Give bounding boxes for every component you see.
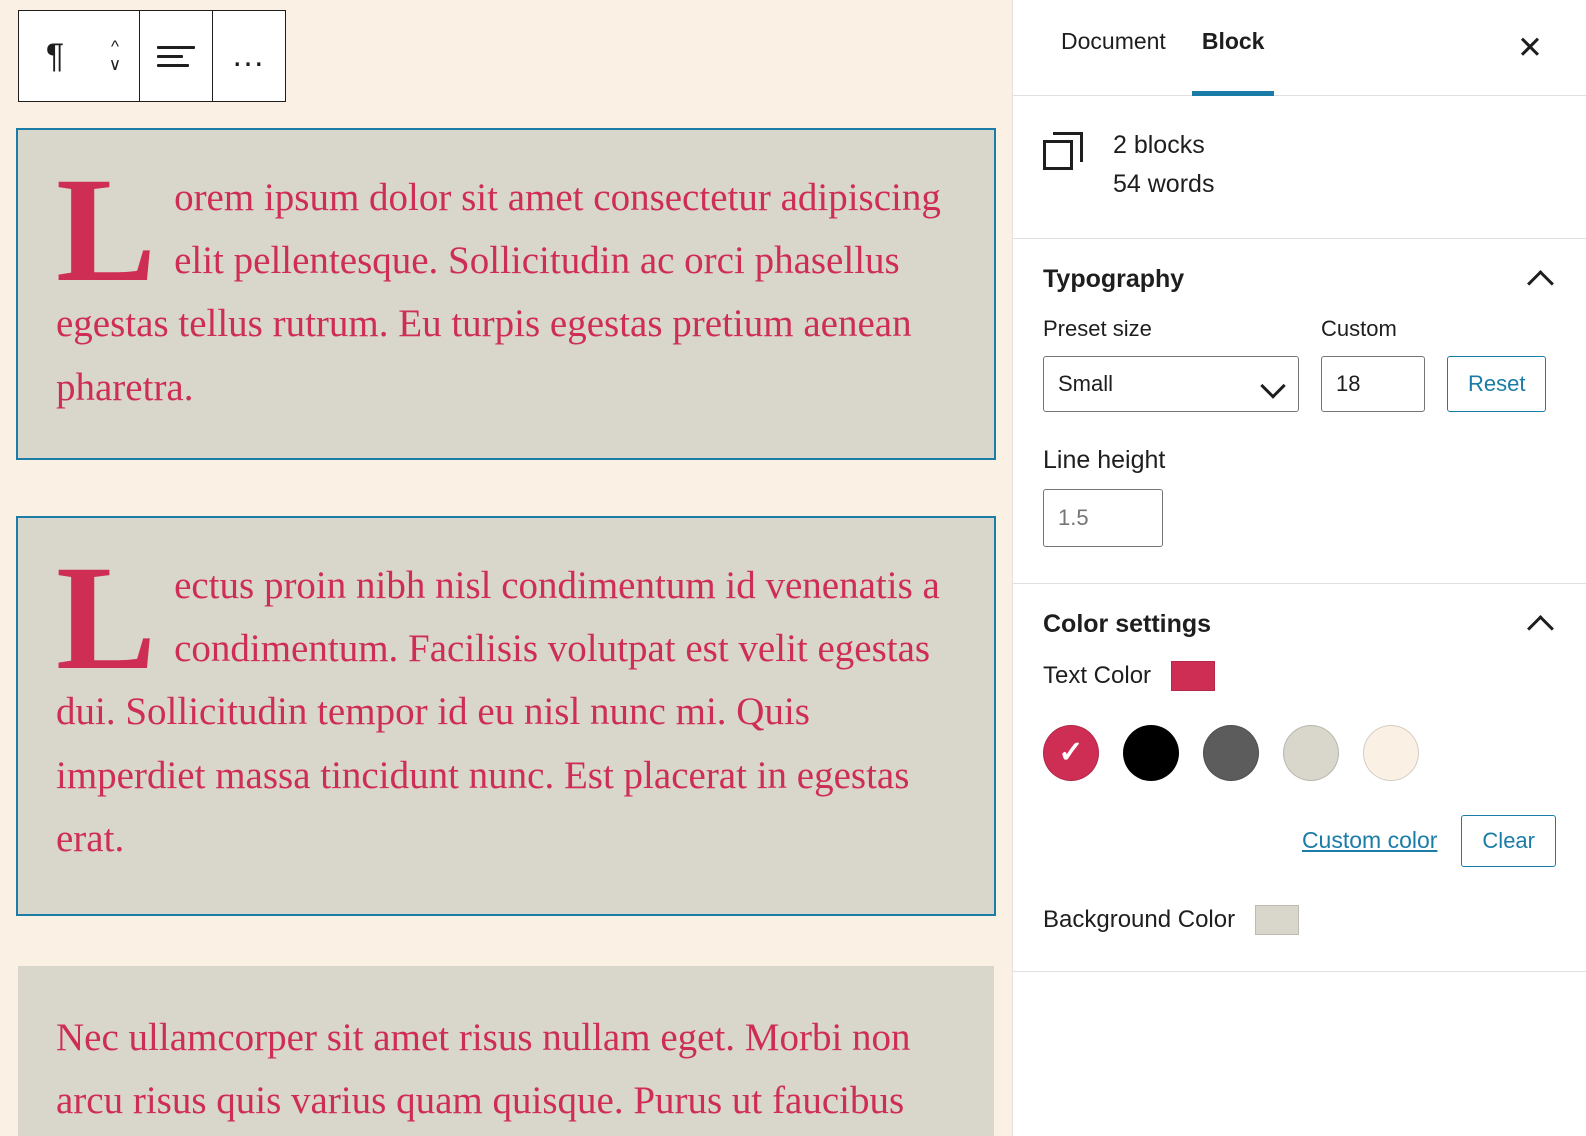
- background-color-label: Background Color: [1043, 905, 1236, 933]
- typography-title: Typography: [1043, 264, 1185, 293]
- chevron-down-icon: [1260, 373, 1285, 398]
- close-icon[interactable]: ✕: [1517, 30, 1543, 65]
- more-options-button[interactable]: [213, 11, 285, 101]
- reset-font-size-button[interactable]: Reset: [1447, 356, 1546, 412]
- sidebar-tabs: [1013, 0, 1586, 96]
- typography-panel: [1013, 239, 1586, 584]
- paragraph-text[interactable]: ectus proin nibh nisl condimentum id venenatis a condimentum. Facilisis volutpat est velit egestas dui. Sollicitudin tempor id eu nisl nunc mi. Quis imperdiet massa tincidunt nunc. Est placerat in egestas erat.: [56, 564, 940, 860]
- paragraph-text[interactable]: orem ipsum dolor sit amet consectetur adipiscing elit pellentesque. Sollicitudin ac orci phasellus egestas tellus rutrum. Eu turpis egestas pretium aenean pharetra.: [56, 176, 941, 409]
- color-swatch-cream[interactable]: [1363, 725, 1419, 781]
- custom-size-label: Custom: [1321, 315, 1397, 341]
- chevron-up-icon[interactable]: ^: [111, 37, 119, 57]
- custom-size-group: [1321, 316, 1425, 412]
- block-mover-buttons[interactable]: [91, 11, 139, 101]
- color-swatch-dark-gray[interactable]: [1203, 725, 1259, 781]
- color-swatch-warm-gray[interactable]: [1283, 725, 1339, 781]
- color-settings-panel-header[interactable]: [1043, 610, 1556, 639]
- drop-cap: L: [56, 147, 157, 313]
- custom-size-input[interactable]: [1321, 356, 1425, 412]
- typography-panel-header[interactable]: [1043, 265, 1556, 294]
- blocks-count: 2 blocks: [1113, 131, 1205, 159]
- block-toolbar: [18, 10, 286, 102]
- background-color-current-swatch[interactable]: [1255, 905, 1299, 935]
- color-settings-panel: [1013, 584, 1586, 972]
- color-swatch-crimson[interactable]: [1043, 725, 1099, 781]
- align-text-button[interactable]: [140, 11, 212, 101]
- chevron-down-icon[interactable]: ∨: [108, 55, 122, 74]
- tab-block[interactable]: Block: [1184, 0, 1283, 96]
- words-count: 54 words: [1113, 169, 1215, 198]
- pilcrow-icon: ¶: [45, 37, 65, 75]
- selection-counts: [1113, 126, 1214, 204]
- clear-color-button[interactable]: Clear: [1461, 815, 1556, 867]
- color-settings-title: Color settings: [1043, 609, 1212, 638]
- toolbar-group-block-type: [19, 11, 140, 101]
- drop-cap: L: [56, 535, 157, 701]
- toolbar-group-more: [213, 11, 285, 101]
- custom-color-link[interactable]: Custom color: [1301, 827, 1438, 853]
- paragraph-block[interactable]: [18, 518, 994, 914]
- tab-document[interactable]: Document: [1061, 28, 1166, 54]
- chevron-up-icon[interactable]: [1528, 610, 1556, 638]
- preset-size-select[interactable]: [1043, 356, 1299, 412]
- blocks-icon: [1043, 132, 1087, 172]
- preset-size-label: Preset size: [1043, 315, 1152, 341]
- text-color-palette: [1043, 725, 1556, 781]
- background-color-row: [1043, 905, 1556, 935]
- line-height-label: Line height: [1043, 445, 1166, 474]
- settings-sidebar: [1012, 0, 1586, 1136]
- chevron-up-icon[interactable]: [1528, 265, 1556, 293]
- font-size-controls: [1043, 316, 1556, 412]
- block-selection-summary: [1013, 96, 1586, 239]
- color-swatch-black[interactable]: [1123, 725, 1179, 781]
- align-left-icon: [157, 46, 195, 67]
- paragraph-text[interactable]: Nec ullamcorper sit amet risus nullam eget. Morbi non arcu risus quis varius quam quisque. Purus ut faucibus: [56, 1016, 911, 1123]
- paragraph-block[interactable]: [18, 966, 994, 1136]
- preset-size-value: Small: [1058, 370, 1114, 396]
- toolbar-group-align: [140, 11, 213, 101]
- paragraph-block[interactable]: [18, 130, 994, 458]
- text-color-row: [1043, 661, 1556, 691]
- ellipsis-icon: …: [231, 36, 267, 75]
- color-actions: [1043, 815, 1556, 867]
- text-color-label: Text Color: [1043, 661, 1152, 689]
- check-icon: ✓: [1058, 735, 1084, 769]
- text-color-current-swatch[interactable]: [1171, 661, 1215, 691]
- line-height-input[interactable]: [1043, 489, 1163, 547]
- paragraph-block-type-button[interactable]: [19, 11, 91, 101]
- preset-size-group: [1043, 316, 1299, 412]
